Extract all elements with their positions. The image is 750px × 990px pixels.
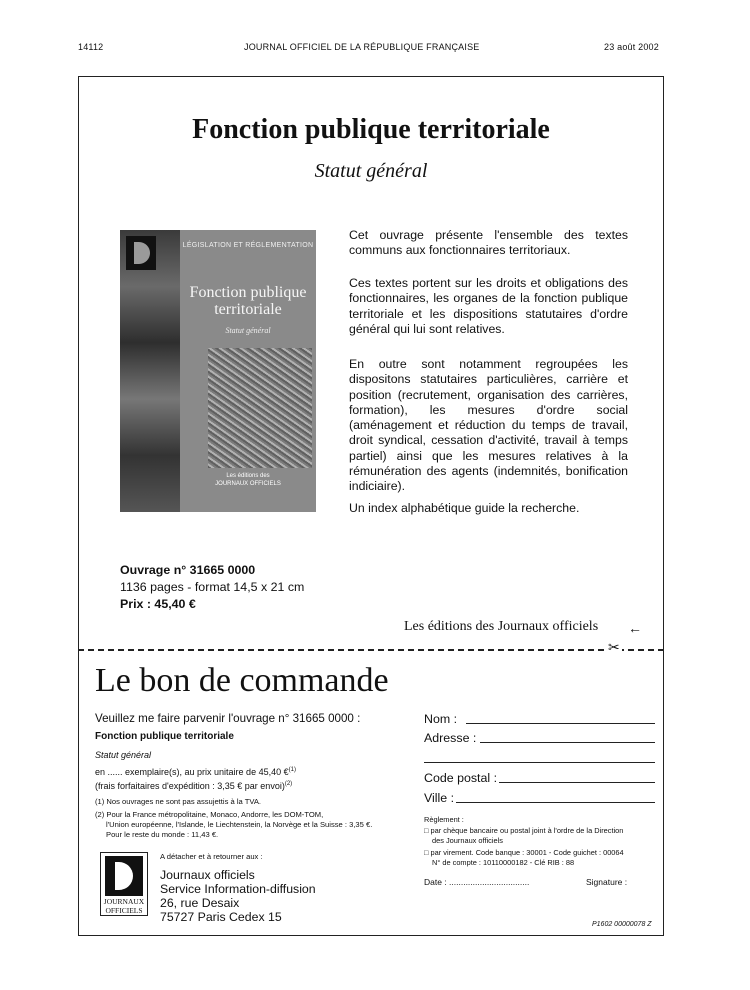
quantity-text: en ...... exemplaire(s), au prix unitaire de 45,40 € [95,767,289,777]
checkbox-virement[interactable]: □ [424,848,429,857]
cover-photo-strip [120,230,180,512]
footnote-1: (1) Nos ouvrages ne sont pas assujettis à la TVA. [95,797,262,806]
logo-text: JOURNAUX [103,897,145,906]
footnote-2: (2) Pour la France métropolitaine, Monaco, Andorre, les DOM-TOM, [95,810,324,819]
address-line: Journaux officiels [160,868,255,882]
arrow-left-icon: ← [628,620,642,636]
ville-field[interactable] [456,802,655,803]
order-code: P1602 00000078 Z [592,921,652,928]
virement-text: par virement. Code banque : 30001 - Code guichet : 00064 [430,848,624,857]
book-subtitle: Statut général [314,160,428,182]
order-book-title: Fonction publique territoriale [95,731,234,742]
book-pages-format: 1136 pages - format 14,5 x 21 cm [120,580,305,594]
journal-title: JOURNAL OFFICIEL DE LA RÉPUBLIQUE FRANÇAISE [244,42,480,52]
cheque-option[interactable] [424,826,623,835]
page-number: 14112 [78,42,104,52]
description-paragraph: Un index alphabétique guide la recherche. [349,501,580,515]
footnote-2-cont: l'Union européenne, l'Islande, le Liechtenstein, la Norvège et la Suisse : 3,35 €. [106,820,373,829]
logo-text: OFFICIELS [105,906,143,915]
order-form-title: Le bon de commande [95,662,389,699]
address-line: Service Information-diffusion [160,882,316,896]
virement-text-cont: N° de compte : 10110000182 - Clé RIB : 88 [432,858,575,867]
footnote-2-cont: Pour le reste du monde : 11,43 €. [106,830,219,839]
cover-footer-line1: Les éditions des [226,473,270,479]
cover-artwork [208,348,312,468]
address-line: 75727 Paris Cedex 15 [160,910,282,924]
reglement-label: Règlement : [424,815,464,824]
return-label: A détacher et à retourner aux : [160,852,263,861]
book-reference: Ouvrage n° 31665 0000 [120,563,256,577]
adresse-field[interactable] [480,742,655,743]
book-price: Prix : 45,40 € [120,597,196,611]
order-book-subtitle: Statut général [95,750,152,760]
cover-footer [180,472,316,488]
nom-field[interactable] [466,723,655,724]
signature-field[interactable]: Signature : [586,877,628,887]
order-quantity-line[interactable]: en ...... exemplaire(s), au prix unitaire de 45,40 €$^{(1)}$ [95,767,296,777]
adresse-label: Adresse : [424,731,477,745]
shipping-text: (frais forfaitaires d'expédition : 3,35 € par envoi) [95,781,285,791]
date-field[interactable]: Date : .................................. [424,877,530,887]
cheque-text: par chèque bancaire ou postal joint à l'ordre de la Direction [430,826,624,835]
cover-footer-line2: JOURNAUX OFFICIELS [215,481,281,487]
description-paragraph: Ces textes portent sur les droits et obligations des fonctionnaires, les organes de la fonction publique territoriale et les dispositions statutaires d'ordre général qui lui sont relatives. [349,276,628,336]
code-postal-label: Code postal : [424,771,498,785]
order-request: Veuillez me faire parvenir l'ouvrage n° 31665 0000 : [95,712,361,725]
cheque-text-cont: des Journaux officiels [432,836,503,845]
description-paragraph: Cet ouvrage présente l'ensemble des textes communs aux fonctionnaires territoriaux. [349,228,628,258]
issue-date: 23 août 2002 [604,42,659,52]
journaux-officiels-logo [100,852,148,916]
cover-subtitle: Statut général [225,326,271,335]
cover-title: Fonction publique territoriale [189,284,307,318]
cover-band: LÉGISLATION ET RÉGLEMENTATION [182,242,314,249]
book-cover-image [120,230,316,512]
cut-line [78,649,664,651]
virement-option[interactable] [424,848,624,857]
editions-line: Les éditions des Journaux officiels [404,619,599,634]
book-title: Fonction publique territoriale [192,114,550,145]
code-postal-field[interactable] [499,782,655,783]
checkbox-cheque[interactable]: □ [424,826,429,835]
cover-logo-icon [126,236,156,270]
description-paragraph: En outre sont notamment regroupées les dispositons statutaires particulières, carrière et position (recrutement, organisation des carrières, formation), les mesures d'ordre social (aménagement et réduction du temps de travail, droit syndical, cessation d'activité, travail à temps partiel) ainsi que les mesures relatives à la rémunération des agents (indemnités, bonification indiciaire). [349,357,628,494]
scissors-icon: ✂ [608,639,620,655]
nom-label: Nom : [424,712,458,726]
ville-label: Ville : [424,791,455,805]
logo-mark-icon [105,856,143,896]
adresse-field-2[interactable] [424,762,655,763]
order-shipping-line: (frais forfaitaires d'expédition : 3,35 € par envoi)$^{(2)}$ [95,781,293,791]
address-line: 26, rue Desaix [160,896,240,910]
